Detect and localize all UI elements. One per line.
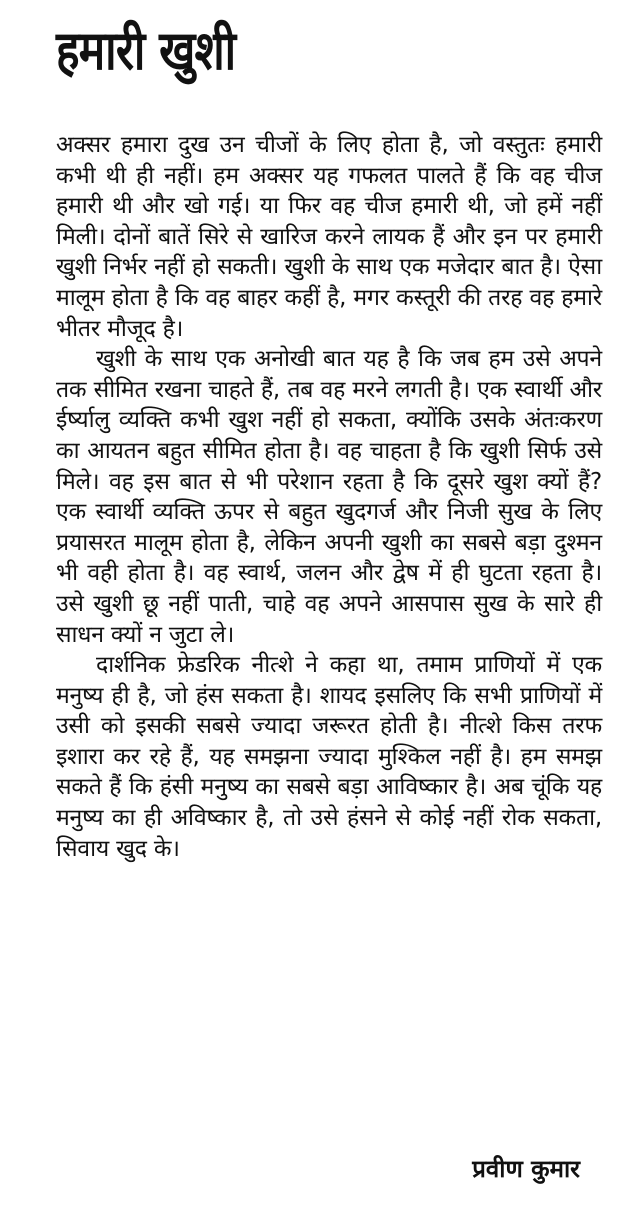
article-author: प्रवीण कुमार [472,1155,580,1183]
article-body [56,130,602,864]
article-paragraph-2: खुशी के साथ एक अनोखी बात यह है कि जब हम उसे अपने तक सीमित रखना चाहते हैं, तब वह मरने लगती है। एक स्वार्थी और ईर्ष्यालु व्यक्ति कभी खुश नहीं हो सकता, क्योंकि उसके अंतःकरण का आयतन बहुत सीमित होता है। वह चाहता है कि खुशी सिर्फ उसे मिले। वह इस बात से भी परेशान रहता है कि दूसरे खुश क्यों हैं? एक स्वार्थी व्यक्ति ऊपर से बहुत खुदगर्ज और निजी सुख के लिए प्रयासरत मालूम होता है, लेकिन अपनी खुशी का सबसे बड़ा दुश्मन भी वही होता है। वह स्वार्थ, जलन और द्वेष में ही घुटता रहता है। उसे खुशी छू नहीं पाती, चाहे वह अपने आसपास सुख के सारे ही साधन क्यों न जुटा ले। [56,346,602,648]
article-paragraph-1: अक्सर हमारा दुख उन चीजों के लिए होता है, जो वस्तुतः हमारी कभी थी ही नहीं। हम अक्सर यह गफलत पालते हैं कि वह चीज हमारी थी और खो गई। या फिर वह चीज हमारी थी, जो हमें नहीं मिली। दोनों बातें सिरे से खारिज करने लायक हैं और इन पर हमारी खुशी निर्भर नहीं हो सकती। खुशी के साथ एक मजेदार बात है। ऐसा मालूम होता है कि वह बाहर कहीं है, मगर कस्तूरी की तरह वह हमारे भीतर मौजूद है। [56,132,602,342]
article-title: हमारी खुशी [56,19,236,82]
article-paragraph-3: दार्शनिक फ्रेडरिक नीत्शे ने कहा था, तमाम प्राणियों में एक मनुष्य ही है, जो हंस सकता है। शायद इसलिए कि सभी प्राणियों में उसी को इसकी सबसे ज्यादा जरूरत होती है। नीत्शे किस तरफ इशारा कर रहे हैं, यह समझना ज्यादा मुश्किल नहीं है। हम समझ सकते हैं कि हंसी मनुष्य का सबसे बड़ा आविष्कार है। अब चूंकि यह मनुष्य का ही अविष्कार है, तो उसे हंसने से कोई नहीं रोक सकता, सिवाय खुद के। [56,652,602,862]
